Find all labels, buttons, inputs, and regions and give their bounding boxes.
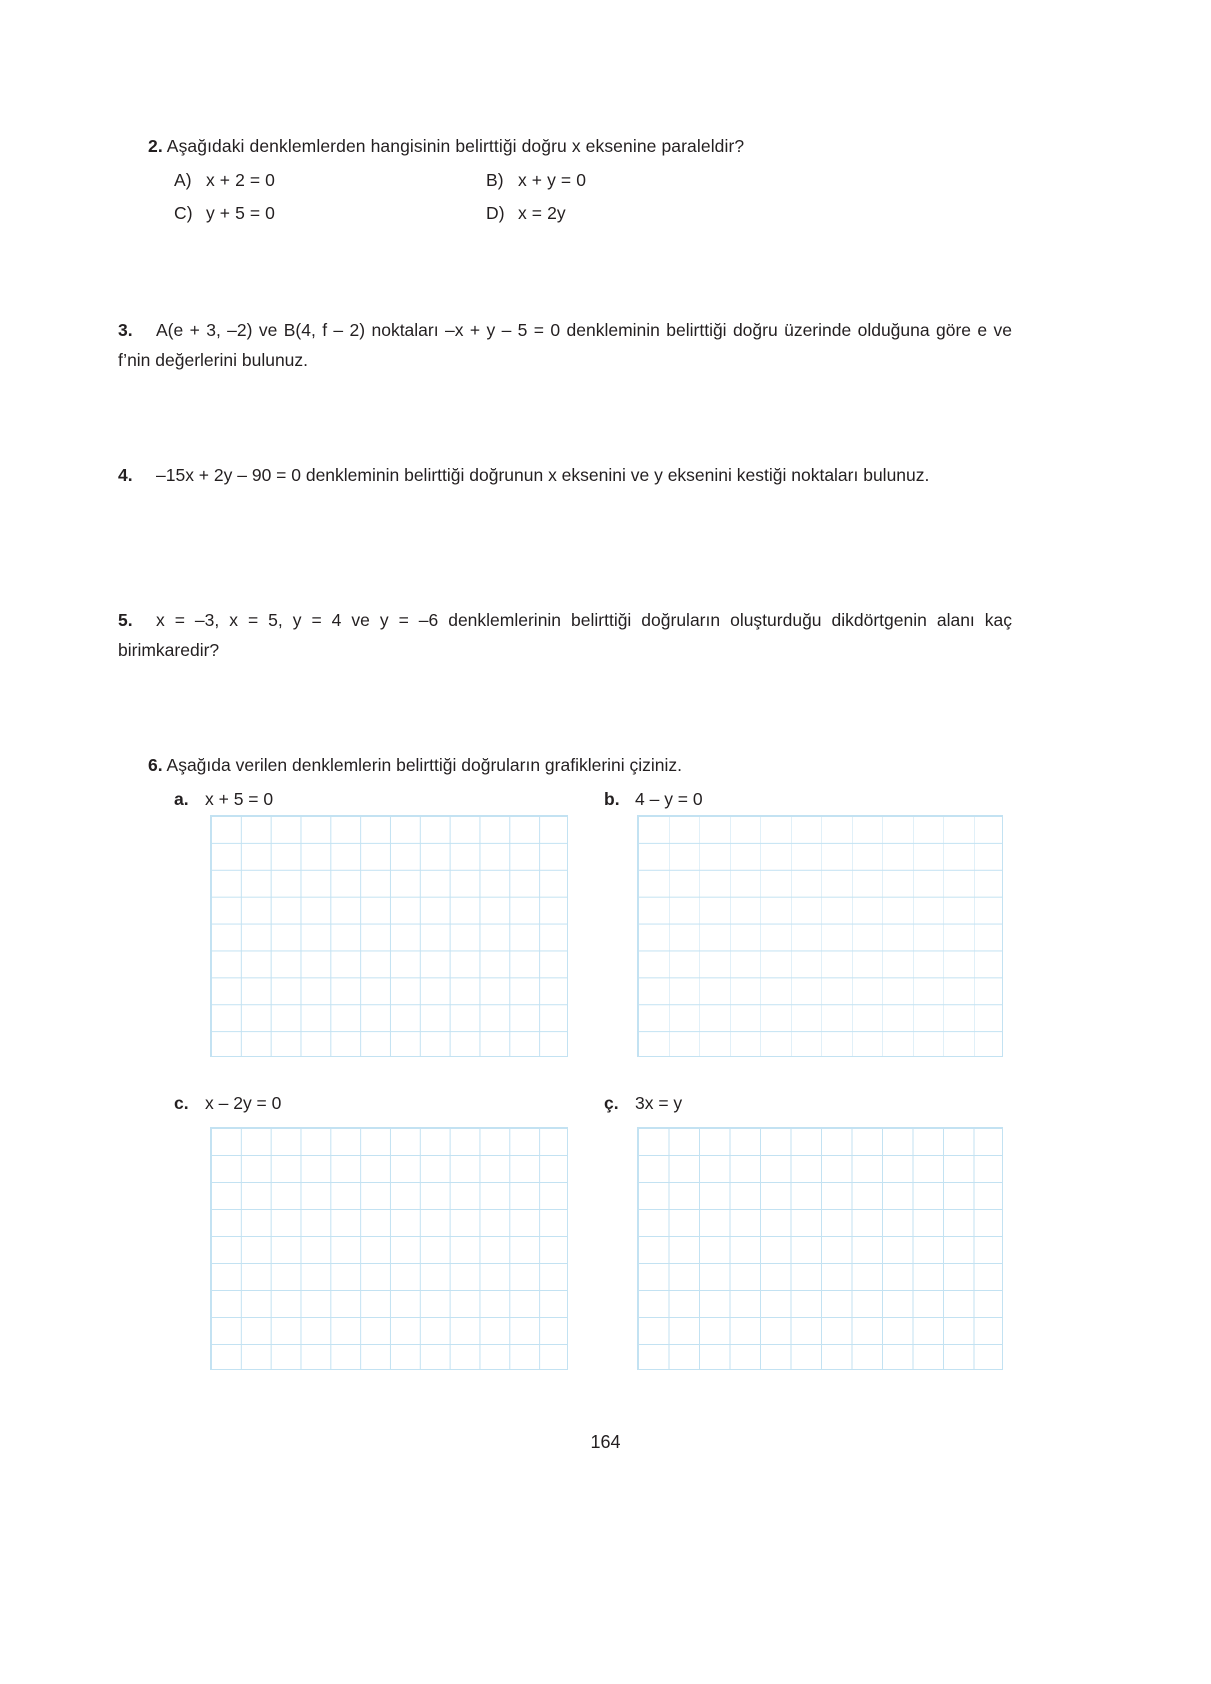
question-6-stem <box>148 750 1088 780</box>
page-number: 164 <box>590 1432 621 1452</box>
option-row <box>174 165 1114 195</box>
option-c[interactable] <box>174 198 486 228</box>
question-6-number: 6. <box>148 755 163 775</box>
question-3-number: 3. <box>118 320 133 340</box>
question-6-item-c-cedilla <box>604 1090 682 1116</box>
question-2 <box>148 131 1088 231</box>
item-a-letter: a. <box>174 789 189 809</box>
item-c-cedilla-letter: ç. <box>604 1093 619 1113</box>
option-c-key: C) <box>174 203 193 223</box>
option-d-text: x = 2y <box>518 203 566 223</box>
question-4-number: 4. <box>118 465 133 485</box>
option-a-key: A) <box>174 170 192 190</box>
question-6-text: Aşağıda verilen denklemlerin belirttiği doğruların grafiklerini çiziniz. <box>166 755 683 775</box>
question-6-item-b <box>604 786 703 812</box>
option-a[interactable] <box>174 165 486 195</box>
option-c-text: y + 5 = 0 <box>206 203 276 223</box>
item-b-text: 4 – y = 0 <box>635 789 703 809</box>
option-row <box>174 198 1114 228</box>
question-4 <box>118 461 1012 491</box>
option-d-key: D) <box>486 203 505 223</box>
graph-grid-d[interactable] <box>637 1127 1003 1370</box>
option-a-text: x + 2 = 0 <box>206 170 276 190</box>
question-6-item-a <box>174 786 273 812</box>
question-5-text: x = –3, x = 5, y = 4 ve y = –6 denklemlerinin belirttiği doğruların oluşturduğu dikdörtgenin alanı kaç birimkaredir? <box>118 610 1012 660</box>
item-b-letter: b. <box>604 789 620 809</box>
option-d[interactable] <box>486 198 798 228</box>
item-c-text: x – 2y = 0 <box>205 1093 282 1113</box>
option-b-text: x + y = 0 <box>518 170 587 190</box>
question-2-options <box>174 165 1114 228</box>
question-5-number: 5. <box>118 610 133 630</box>
question-3-text: A(e + 3, –2) ve B(4, f – 2) noktaları –x + y – 5 = 0 denkleminin belirttiği doğru üzerinde olduğuna göre e ve f’nin değerlerini bulunuz. <box>118 320 1012 370</box>
graph-grid-a[interactable] <box>210 815 568 1057</box>
question-6-item-c <box>174 1090 281 1116</box>
question-6 <box>148 750 1088 780</box>
graph-grid-c[interactable] <box>210 1127 568 1370</box>
item-c-cedilla-text: 3x = y <box>635 1093 683 1113</box>
option-b[interactable] <box>486 165 798 195</box>
question-3 <box>118 316 1012 375</box>
question-2-text: Aşağıdaki denklemlerden hangisinin belirttiği doğru x eksenine paraleldir? <box>166 136 745 156</box>
graph-grid-b[interactable] <box>637 815 1003 1057</box>
item-a-text: x + 5 = 0 <box>205 789 274 809</box>
question-2-number: 2. <box>148 136 163 156</box>
item-c-letter: c. <box>174 1093 189 1113</box>
question-2-stem <box>148 131 1088 161</box>
question-4-text: –15x + 2y – 90 = 0 denkleminin belirttiği doğrunun x eksenini ve y eksenini kestiği noktaları bulunuz. <box>156 465 930 485</box>
option-b-key: B) <box>486 170 504 190</box>
question-5 <box>118 606 1012 665</box>
